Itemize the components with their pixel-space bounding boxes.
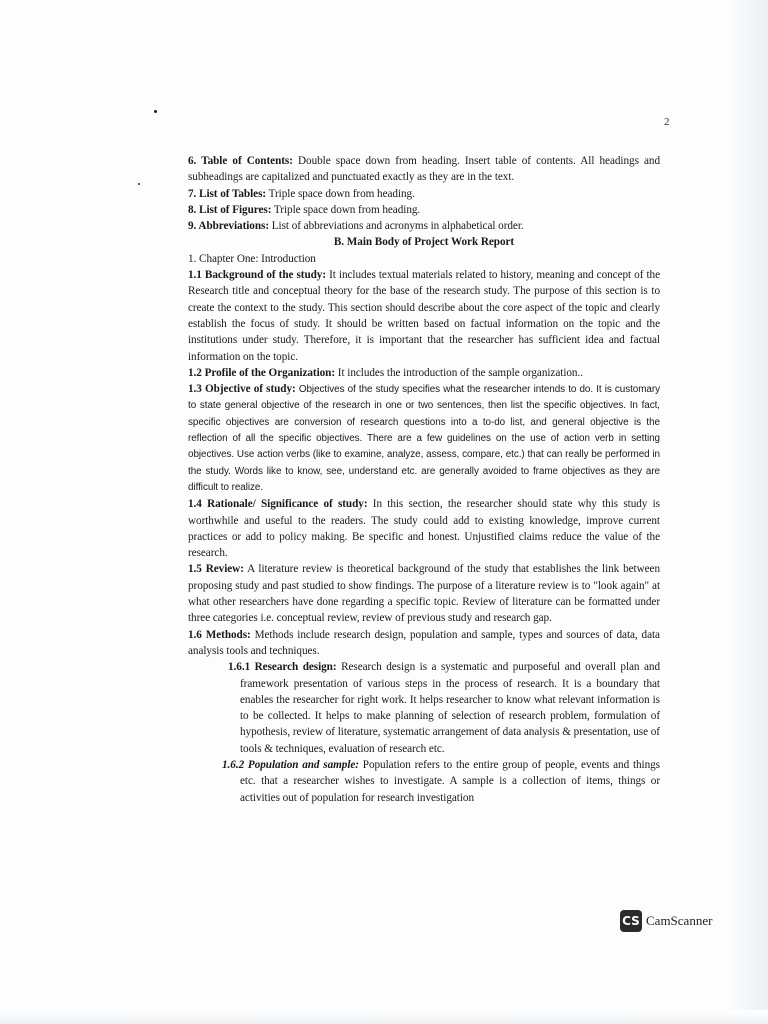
item-text: Double space down from heading. Insert table of contents. All headings and subheadings are capitalized and punctuated exactly as they are in the text. (188, 155, 660, 184)
item-label: 9. Abbreviations: (188, 220, 269, 233)
list-item (188, 202, 660, 218)
speck-mark (138, 183, 140, 185)
section-text: It includes the introduction of the sample organization.. (335, 366, 583, 379)
item-text: Triple space down from heading. (271, 203, 421, 216)
section-label: 1.2 Profile of the Organization: (188, 366, 336, 379)
section-paragraph (188, 561, 660, 626)
page-bottom-shade (0, 1010, 768, 1024)
section-label: 1.3 Objective of study: (188, 383, 296, 396)
section-heading: B. Main Body of Project Work Report (333, 236, 515, 249)
subsection-paragraph (188, 757, 660, 806)
section-label: 1.5 Review: (188, 563, 244, 576)
section-label: 1.6 Methods: (188, 628, 251, 641)
subsection-label: 1.6.2 Population and sample: (222, 758, 359, 771)
section-label: 1.4 Rationale/ Significance of study: (188, 498, 368, 511)
camscanner-watermark (620, 910, 712, 932)
section-text: A literature review is theoretical background of the study that establishes the link between proposing study and past studied to show findings. The purpose of a literature review is to "look again" at what other researchers have done regarding a specific topic. Review of literature can be formatted under three categories i.e. conceptual review, review of previous study and research gap. (188, 563, 661, 625)
section-paragraph (188, 627, 660, 660)
page-edge-shadow (722, 0, 768, 1024)
subsection-label: 1.6.1 Research design: (228, 661, 337, 674)
camscanner-label: CamScanner (646, 913, 713, 928)
page-number: 2 (664, 116, 670, 128)
speck-mark (154, 110, 157, 113)
section-text: It includes textual materials related to history, meaning and concept of the Research title and conceptual theory for the base of the research study. The purpose of this section is to create the context to the study. This section should describe about the core aspect of the topic and clearly establish the focus of study. It should be written based on factual information on the topic and the institutions under study. Therefore, it is important that the researcher has sufficient idea and factual information on the topic. (188, 269, 660, 363)
list-item (188, 153, 660, 186)
item-label: 7. List of Tables: (188, 187, 267, 200)
section-paragraph (188, 365, 660, 381)
chapter-title: 1. Chapter One: Introduction (188, 252, 316, 265)
item-text: Triple space down from heading. (266, 187, 415, 200)
subsection-text: Research design is a systematic and purposeful and overall plan and framework presentation of various steps in the process of research. It is a boundary that enables the researcher for right work. It helps researcher to know what relevant information is to be collected. It helps to make planning of selection of research problem, formulation of hypothesis, review of literature, systematic arrangement of data analysis & presentation, use of tools & techniques, evaluation of research etc. (240, 661, 661, 755)
document-body (188, 153, 660, 806)
section-text: Objectives of the study specifies what the researcher intends to do. It is customary to state general objective of the research in one or two sentences, then list the specific objectives. In fact, specific objectives are conversion of research questions into a to-do list, and general objective is the reflection of all the specific objectives. There are a few guidelines on the use of action verb in setting objectives. Use action verbs (like to examine, analyze, assess, compare, etc.) that can really be performed in the study. Words like to know, see, understand etc. are generally avoided to frame objectives as they are difficult to realize. (188, 384, 660, 493)
item-text: List of abbreviations and acronyms in alphabetical order. (269, 220, 524, 233)
item-label: 8. List of Figures: (188, 203, 272, 216)
item-label: 6. Table of Contents: (188, 155, 293, 167)
list-item (188, 186, 660, 202)
subsection-paragraph (188, 659, 660, 757)
section-label: 1.1 Background of the study: (188, 269, 327, 282)
section-paragraph (188, 381, 660, 496)
section-paragraph (188, 496, 660, 561)
camscanner-logo-icon: CS (620, 910, 642, 932)
section-text: In this section, the researcher should state why this study is worthwhile and useful to the readers. The study could add to existing knowledge, improve current practices or add to policy making. Be specific and honest. Unjustified claims reduce the value of the research. (188, 498, 660, 560)
list-item (188, 218, 660, 234)
subsection-text: Population refers to the entire group of people, events and things etc. that a researcher wishes to investigate. A sample is a collection of items, things or activities out of population for research investigation (240, 758, 660, 804)
section-paragraph (188, 267, 660, 365)
section-text: Methods include research design, population and sample, types and sources of data, data analysis tools and techniques. (188, 628, 660, 657)
